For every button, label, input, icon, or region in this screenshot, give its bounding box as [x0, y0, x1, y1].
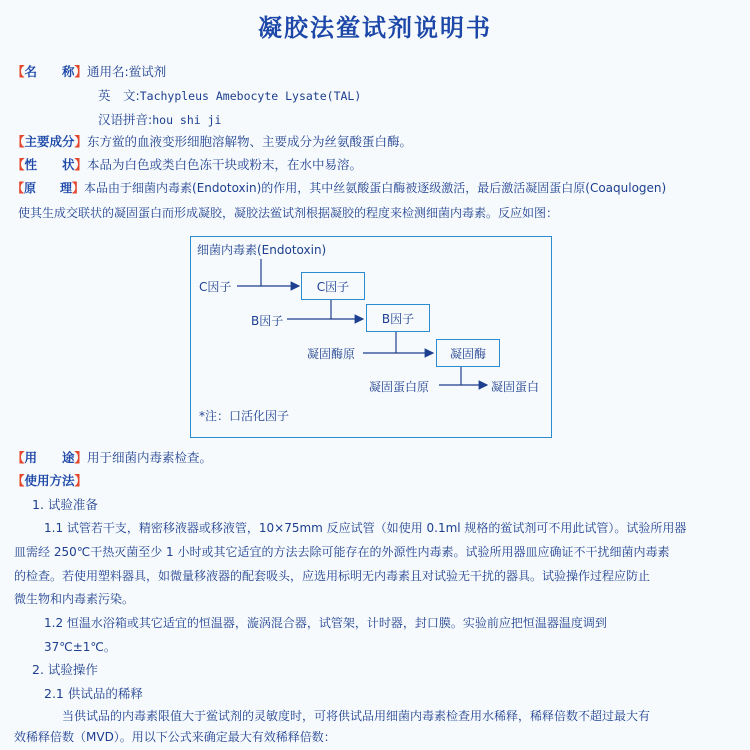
properties-row: 【性 状】本品为白色或类白色冻干块或粉末，在水中易溶。: [12, 157, 363, 172]
factor-b-box: B因子: [366, 304, 430, 332]
common-name: 通用名:鲎试剂: [87, 64, 167, 79]
reaction-diagram: [190, 236, 552, 438]
properties-label: 性 状: [24, 157, 75, 172]
endotoxin-label: 细菌内毒素(Endotoxin): [197, 243, 327, 257]
composition-label: 主要成分: [24, 134, 75, 149]
composition-row: 【主要成分】东方鲎的血液变形细胞溶解物、主要成分为丝氨酸蛋白酶。: [12, 134, 413, 149]
section-2-1-title: 2.1 供试品的稀释: [44, 686, 143, 701]
section-1-title: 1. 试验准备: [32, 497, 98, 512]
usage-text: 用于细菌内毒素检查。: [87, 450, 213, 465]
document-title: 凝胶法鲎试剂说明书: [258, 14, 492, 42]
principle-label: 原 理: [24, 181, 73, 195]
section-2-title: 2. 试验操作: [32, 662, 98, 677]
section-1-2-line1: 1.2 恒温水浴箱或其它适宜的恒温器，漩涡混合器，试管架，计时器，封口膜。实验前应把恒温器温度调到: [44, 616, 607, 630]
english-label: 英 文:: [98, 88, 140, 103]
usage-row: 【用 途】用于细菌内毒素检查。: [12, 450, 213, 465]
coagulin-label: 凝固蛋白: [491, 380, 540, 394]
composition-text: 东方鲎的血液变形细胞溶解物、主要成分为丝氨酸蛋白酶。: [87, 134, 413, 149]
coagulogen-label: 凝固蛋白原: [369, 380, 430, 394]
proclotting-label: 凝固酶原: [307, 347, 356, 361]
section-2-1-line1: 当供试品的内毒素限值大于鲎试剂的灵敏度时，可将供试品用细菌内毒素检查用水稀释，稀释倍数不超过最大有: [62, 709, 651, 723]
english-name: Tachypleus Amebocyte Lysate(TAL): [139, 89, 362, 103]
english-name-row: [98, 88, 361, 104]
principle-row: 【原 理】本品由于细菌内毒素(Endotoxin)的作用，其中丝氨酸蛋白酶被逐级激活，最后激活凝固蛋白原(Coaqulogen): [12, 181, 667, 195]
method-label: 使用方法: [24, 473, 75, 488]
section-1-2-line2: 37℃±1℃。: [44, 640, 116, 654]
section-1-1-line4: 微生物和内毒素污染。: [14, 592, 135, 606]
diagram-note: *注：口活化因子: [199, 409, 290, 423]
principle-text-line2: 使其生成交联状的凝固蛋白而形成凝胶，凝胶法鲎试剂根据凝胶的程度来检测细菌内毒素。反应如图：: [18, 206, 559, 220]
factor-b-label: B因子: [251, 314, 284, 328]
pinyin-label: 汉语拼音:: [98, 112, 153, 127]
section-1-1-line1: 1.1 试管若干支，精密移液器或移液管，10×75mm 反应试管（如使用 0.1ml 规格的鲎试剂可不用此试管）。试验所用器: [44, 521, 687, 535]
pinyin-row: [98, 112, 221, 128]
name-label: 名 称: [24, 64, 75, 79]
pinyin-name: hou shi ji: [152, 113, 222, 127]
name-row: 【名 称】通用名:鲎试剂: [12, 64, 167, 79]
properties-text: 本品为白色或类白色冻干块或粉末，在水中易溶。: [87, 157, 363, 172]
factor-c-label: C因子: [199, 280, 232, 294]
method-row: 【使用方法】: [12, 473, 88, 488]
clotting-enzyme-box: 凝固酶: [436, 339, 500, 367]
section-1-1-line3: 的检查。若使用塑料器具，如微量移液器的配套吸头，应选用标明无内毒素且对试验无干扰的器具。试验操作过程应防止: [14, 569, 651, 583]
section-2-1-line2: 效稀释倍数（MVD）。用以下公式来确定最大有效稀释倍数：: [14, 730, 336, 744]
section-1-1-line2: 皿需经 250℃干热灭菌至少 1 小时或其它适宜的方法去除可能存在的外源性内毒素。试验所用器皿应确证不干扰细菌内毒素: [14, 545, 670, 559]
principle-text-line1: 本品由于细菌内毒素(Endotoxin)的作用，其中丝氨酸蛋白酶被逐级激活，最后激活凝固蛋白原(Coaqulogen): [84, 181, 667, 195]
factor-c-box: C因子: [301, 272, 365, 300]
usage-label: 用 途: [24, 450, 75, 465]
